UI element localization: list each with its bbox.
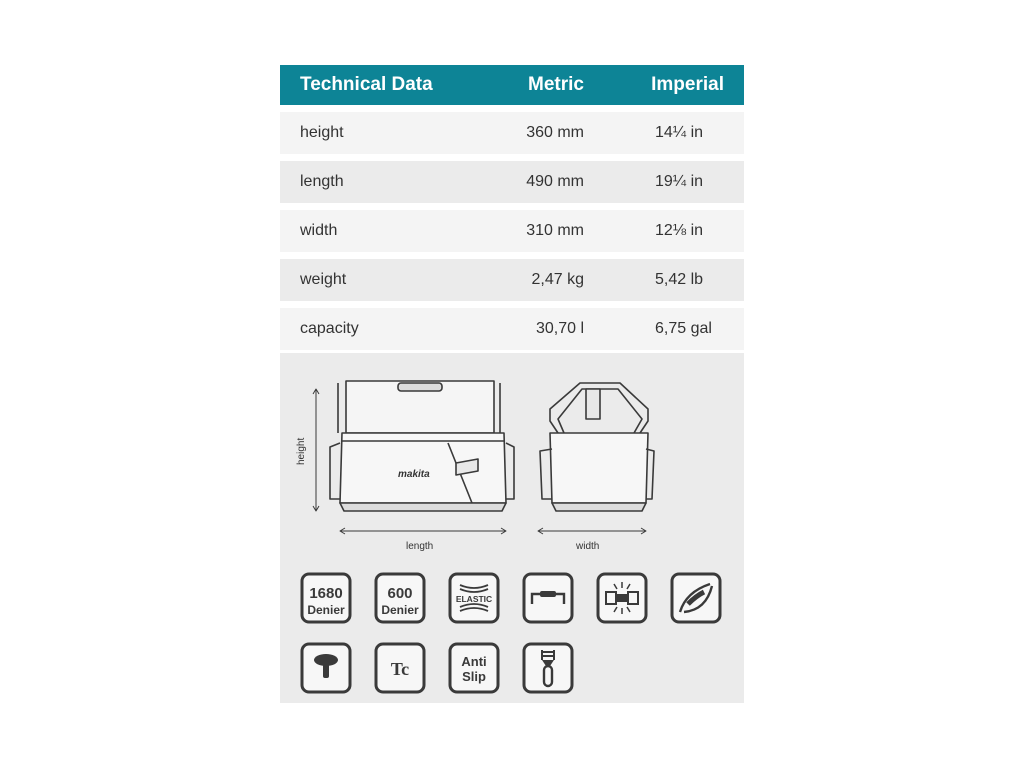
denier-1680-unit: Denier [307, 603, 345, 617]
tc-text: Tc [390, 659, 410, 679]
handle-icon [522, 572, 574, 624]
row-imperial: 6,75 gal [655, 320, 712, 337]
table-row-weight [280, 259, 744, 301]
row-label: capacity [300, 320, 359, 337]
technical-data-table [280, 65, 744, 350]
row-label: width [300, 222, 338, 239]
zipper-icon [522, 642, 574, 694]
brand-logo-text: makita [398, 469, 430, 480]
denier-600-icon [374, 572, 426, 624]
row-metric: 2,47 kg [531, 271, 584, 288]
denier-600-unit: Denier [381, 603, 419, 617]
table-row-capacity [280, 308, 744, 350]
table-row-height [280, 112, 744, 154]
row-metric: 490 mm [526, 173, 584, 190]
anti-slip-icon [448, 642, 500, 694]
row-label: weight [300, 271, 347, 288]
row-imperial: 5,42 lb [655, 271, 704, 288]
row-imperial: 12⅛ in [655, 222, 704, 239]
denier-1680-number: 1680 [309, 585, 343, 602]
row-metric: 30,70 l [535, 320, 584, 337]
table-row-width [280, 210, 744, 252]
rubber-feet-icon [300, 642, 352, 694]
row-label: height [300, 124, 344, 141]
table-header [280, 65, 744, 105]
row-label: length [300, 173, 344, 190]
width-label: width [576, 541, 600, 552]
header-metric: Metric [528, 74, 584, 95]
bag-side-view [540, 383, 654, 511]
length-label: length [406, 541, 434, 552]
denier-1680-icon [300, 572, 352, 624]
product-figure-panel [280, 353, 744, 703]
header-imperial: Imperial [651, 74, 724, 95]
shoulder-strap-icon [670, 572, 722, 624]
bag-front-view [330, 381, 514, 511]
anti-slip-top-text: Anti [461, 654, 487, 669]
elastic-text: ELASTIC [455, 594, 493, 604]
row-imperial: 19¼ in [655, 173, 704, 190]
elastic-icon [448, 572, 500, 624]
row-imperial: 14¼ in [655, 124, 704, 141]
buckle-light-icon [596, 572, 648, 624]
table-row-length [280, 161, 744, 203]
header-technical-data: Technical Data [300, 74, 433, 95]
row-metric: 310 mm [526, 222, 584, 239]
tc-icon [374, 642, 426, 694]
denier-600-number: 600 [387, 585, 413, 602]
row-metric: 360 mm [526, 124, 584, 141]
height-label: height [296, 437, 307, 465]
anti-slip-bottom-text: Slip [462, 669, 486, 684]
